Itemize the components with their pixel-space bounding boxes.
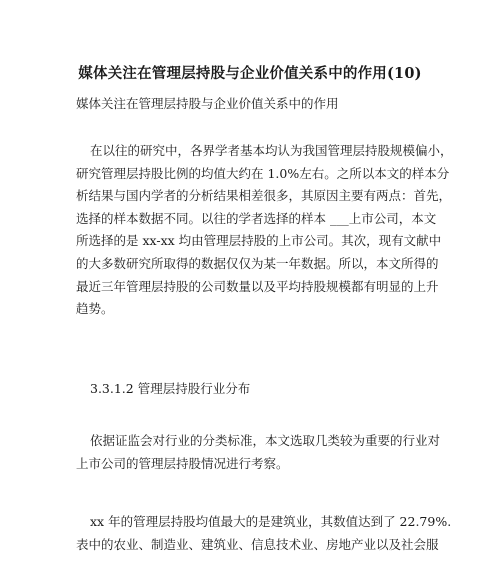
text-line: 在以往的研究中，各界学者基本均认为我国管理层持股规模偏小， [90, 143, 453, 158]
text-line: 依据证监会对行业的分类标准，本文选取几类较为重要的行业对 [90, 433, 441, 448]
paragraph-industry-results [76, 511, 452, 556]
text-line: 研究管理层持股比例的均值大约在 1.0%左右。之所以本文的样本分 [76, 165, 450, 181]
section-heading [76, 378, 436, 401]
paragraph-research-background [76, 140, 453, 321]
text-line: 析结果与国内学者的分析结果相差很多，其原因主要有两点：首先， [76, 188, 452, 204]
text-line: xx 年的管理层持股均值最大的是建筑业，其数值达到了 22.79%. [90, 514, 452, 529]
paragraph-industry-classification [76, 430, 441, 475]
text-line: 趋势。 [76, 301, 114, 317]
text-line: 表中的农业、制造业、建筑业、信息技术业、房地产业以及社会服 [76, 536, 439, 552]
text-line: 所选择的是 xx-xx 均由管理层持股的上市公司。其次，现有文献中 [76, 233, 442, 249]
section-heading-text: 3.3.1.2 管理层持股行业分布 [90, 381, 251, 396]
text-line: 的大多数研究所取得的数据仅仅为某一年数据。所以，本文所得的 [76, 255, 439, 271]
document-subtitle: 媒体关注在管理层持股与企业价值关系中的作用 [76, 96, 339, 111]
document-title: 媒体关注在管理层持股与企业价值关系中的作用(10) [78, 65, 422, 82]
text-line: 上市公司的管理层持股情况进行考察。 [76, 455, 289, 471]
text-line: 最近三年管理层持股的公司数量以及平均持股规模都有明显的上升 [76, 278, 439, 294]
text-line: 选择的样本数据不同。以往的学者选择的样本 ___上市公司，本文 [76, 210, 437, 226]
